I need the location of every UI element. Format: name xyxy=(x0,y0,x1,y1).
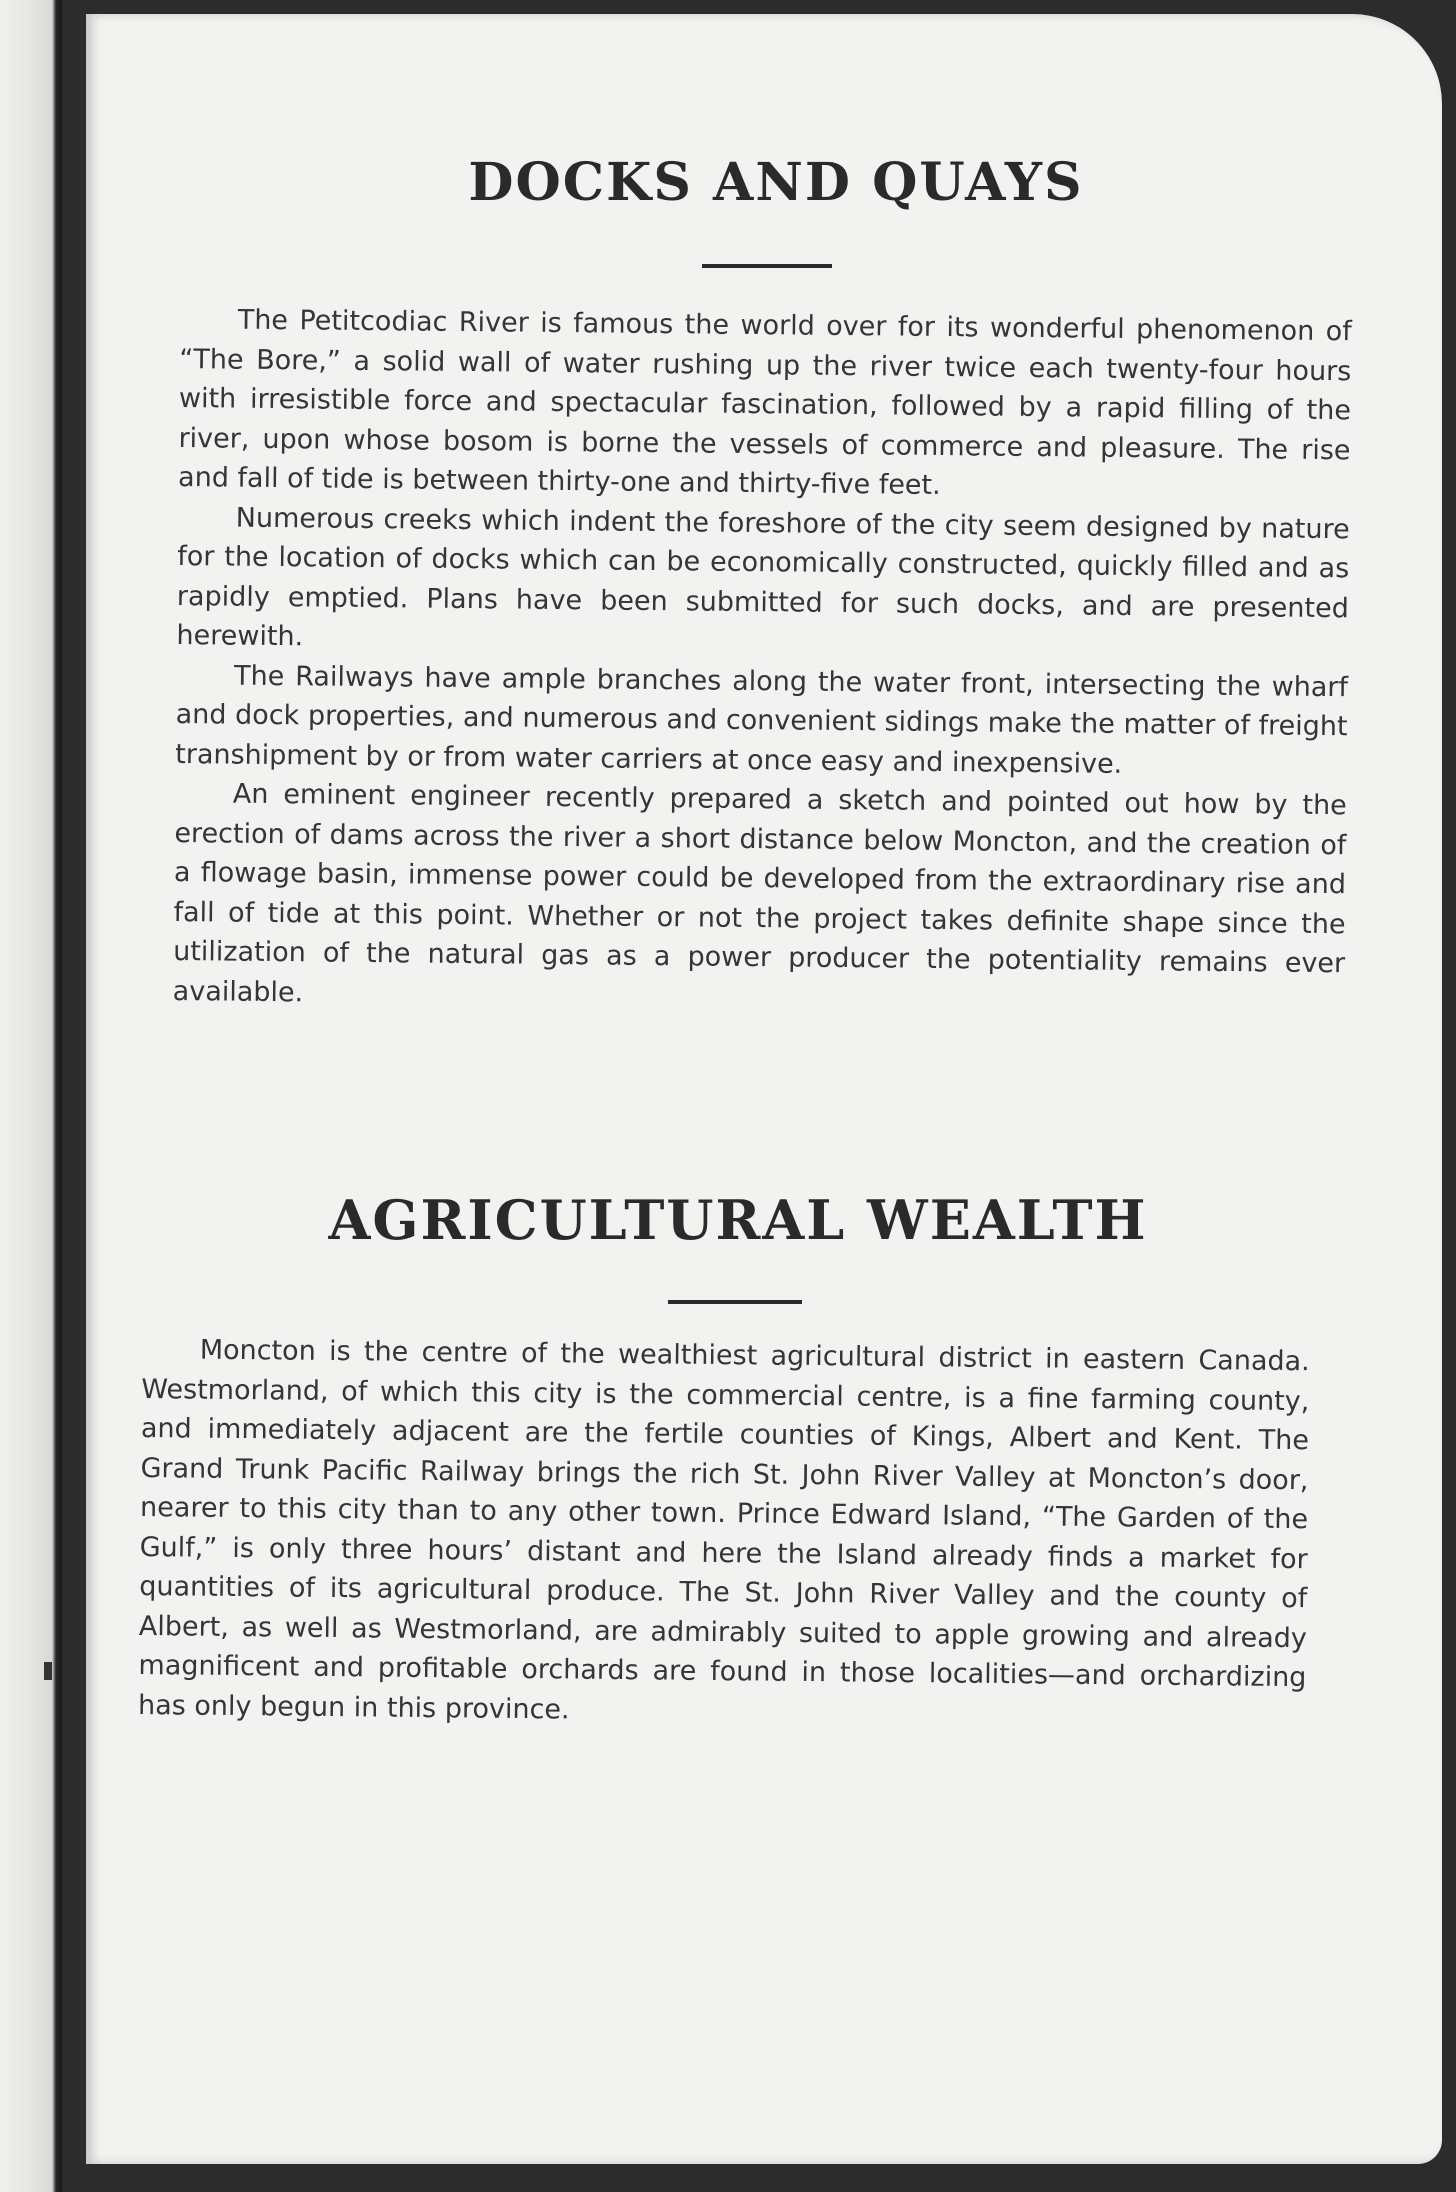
paragraph: An eminent engineer recently prepared a sketch and pointed out how by the erection of dams across the river a short distance below Moncton, and the creation of a flowage basin, immense power could be developed from the extraordinary rise and fall of tide at this point. Whether or not the project takes definite shape since the utilization of the natural gas as a power producer the potentiality remains ever available. xyxy=(172,778,1347,1008)
paragraph: Moncton is the centre of the wealthiest agricultural district in eastern Canada. Westmorland, of which this city is the commercial centre, is a fine farming county, and immediately adjacent are the fertile counties of Kings, Albert and Kent. The Grand Trunk Pacific Railway brings the rich St. John River Valley at Moncton’s door, nearer to this city than to any other town. Prince Edward Island, “The Garden of the Gulf,” is only three hours’ distant and here the Island already finds a market for quantities of its agricultural produce. The St. John River Valley and the county of Albert, as well as Westmorland, are admirably suited to apple growing and already magnificent and profitable orchards are found in those localities—and orchardizing has only begun in this province. xyxy=(137,1334,1310,1725)
book-spine-edge xyxy=(0,0,62,2192)
heading-divider-agricultural xyxy=(668,1300,802,1304)
spine-mark xyxy=(44,1662,52,1680)
section-heading-agricultural-wealth: AGRICULTURAL WEALTH xyxy=(328,1188,1148,1252)
section-heading-docks-and-quays: DOCKS AND QUAYS xyxy=(468,152,1084,213)
section-body-agricultural-wealth xyxy=(138,1330,1310,1737)
paragraph: Numerous creeks which indent the foreshore of the city seem designed by nature for the location of docks which can be economically constructed, quickly filled and as rapidly emptied. Plans have been submitted for such docks, and are presented herewith. xyxy=(176,502,1350,653)
paragraph: The Petitcodiac River is famous the world over for its wonderful phenomenon of “The Bore,” a solid wall of water rushing up the river twice each twenty-four hours with irresistible force and spectacular fascination, followed by a rapid filling of the river, upon whose bosom is borne the vessels of commerce and pleasure. The rise and fall of tide is between thirty-one and thirty-five feet. xyxy=(177,304,1352,501)
section-body-docks-and-quays xyxy=(173,300,1352,1023)
heading-divider-docks xyxy=(702,264,832,268)
paragraph: The Railways have ample branches along the water front, intersecting the wharf and dock properties, and numerous and convenient sidings make the matter of freight transhipment by or from water carriers at once easy and inexpensive. xyxy=(175,660,1349,780)
